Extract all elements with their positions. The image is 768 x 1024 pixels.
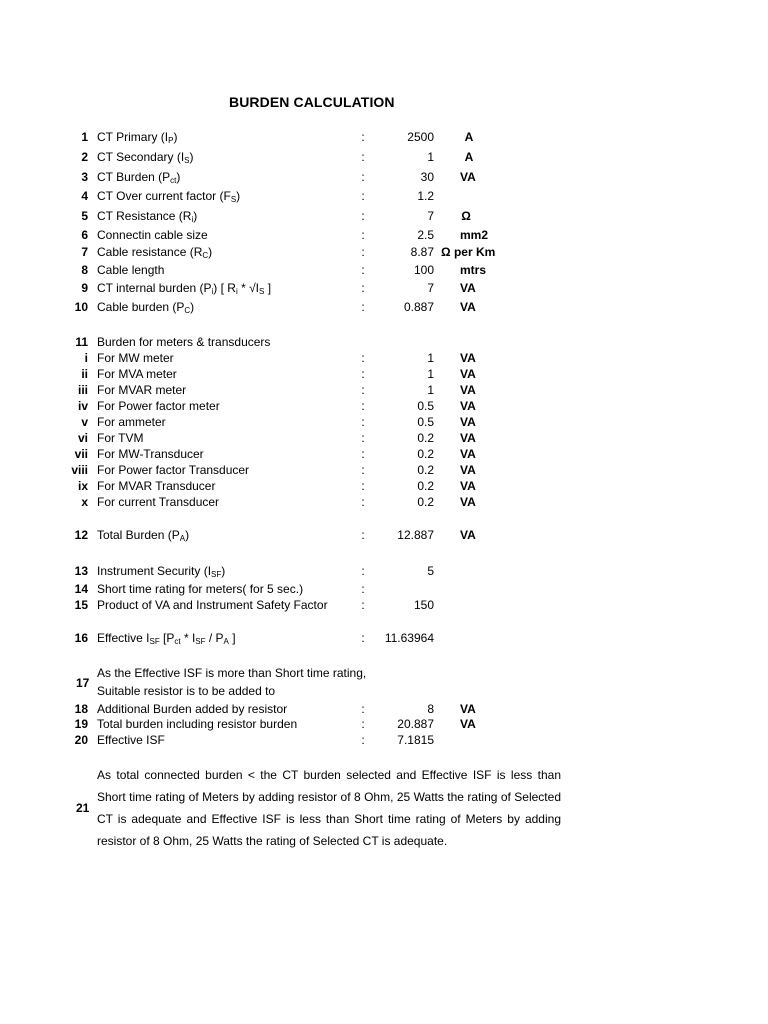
row-colon: : xyxy=(361,495,365,509)
row-value: 0.2 xyxy=(417,495,434,509)
row-value: 5 xyxy=(427,564,434,578)
row-number: 20 xyxy=(74,733,88,747)
row-unit: VA xyxy=(460,415,476,429)
row-colon: : xyxy=(361,383,365,397)
row-colon: : xyxy=(361,582,365,596)
page-title: BURDEN CALCULATION xyxy=(229,94,395,110)
row-label xyxy=(97,462,249,478)
row-value: 7.1815 xyxy=(397,733,434,747)
conclusion-number: 21 xyxy=(76,801,90,815)
label-subscript: SF xyxy=(211,570,222,579)
row-label xyxy=(97,478,215,494)
label-subscript: C xyxy=(202,251,209,260)
label-text: CT Resistance (R xyxy=(97,209,192,223)
table-row xyxy=(0,597,768,613)
table-row xyxy=(0,129,768,145)
label-subscript: ct xyxy=(170,176,177,185)
note-17-text: As the Effective ISF is more than Short time rating, Suitable resistor is to be added to xyxy=(97,666,367,698)
row-number: 15 xyxy=(74,598,88,612)
row-colon: : xyxy=(361,130,365,144)
row-unit: VA xyxy=(460,717,476,731)
table-row xyxy=(0,398,768,414)
row-value: 11.63964 xyxy=(384,631,434,645)
label-text: ) [ R xyxy=(213,281,236,295)
label-text: ) xyxy=(185,528,190,542)
row-label xyxy=(97,129,177,145)
row-label xyxy=(97,701,287,717)
row-colon: : xyxy=(361,463,365,477)
row-value: 0.887 xyxy=(403,300,434,314)
row-label xyxy=(97,382,186,398)
table-row xyxy=(0,462,768,478)
label-subscript: S xyxy=(230,195,237,204)
label-text: For Power factor meter xyxy=(97,399,220,413)
row-number: 8 xyxy=(81,263,88,277)
row-label xyxy=(97,398,220,414)
row-colon: : xyxy=(361,733,365,747)
row-label xyxy=(97,414,166,430)
row-value: 0.2 xyxy=(417,463,434,477)
label-subscript: SF xyxy=(149,637,160,646)
row-value: 0.2 xyxy=(417,431,434,445)
row-colon: : xyxy=(361,717,365,731)
row-unit: VA xyxy=(460,399,476,413)
row-label xyxy=(97,262,164,278)
row-number: viii xyxy=(71,463,88,477)
row-label xyxy=(97,334,270,350)
row-colon: : xyxy=(361,263,365,277)
row-number: 1 xyxy=(81,130,88,144)
table-row xyxy=(0,244,768,260)
row-number: v xyxy=(81,415,88,429)
row-label xyxy=(97,630,236,646)
table-row xyxy=(0,630,768,646)
label-subscript: i xyxy=(211,287,214,296)
row-number: i xyxy=(84,351,88,365)
row-label xyxy=(97,299,194,315)
conclusion-paragraph: As total connected burden < the CT burden selected and Effective ISF is less than Short time rating of Meters by adding resistor of 8 Ohm, 25 Watts the rating of Selected CT is adequate and Effective ISF is less than Short time rating of Meters by adding resistor of 8 Ohm, 25 Watts the rating of Selected CT is adequate. xyxy=(97,768,561,848)
table-row xyxy=(0,350,768,366)
label-text: ) xyxy=(189,150,194,164)
row-number: 11 xyxy=(75,335,88,349)
label-text: Total burden including resistor burden xyxy=(97,717,298,731)
label-subscript: C xyxy=(184,306,191,315)
row-value: 0.2 xyxy=(417,447,434,461)
row-unit: VA xyxy=(460,702,476,716)
row-colon: : xyxy=(361,702,365,716)
row-label xyxy=(97,366,177,382)
row-number: 12 xyxy=(74,528,88,542)
row-colon: : xyxy=(361,228,365,242)
label-subscript: A xyxy=(223,637,229,646)
row-unit: Ω per Km xyxy=(441,245,496,259)
label-text: Short time rating for meters( for 5 sec.) xyxy=(97,582,304,596)
row-unit: Ω xyxy=(461,209,471,223)
row-value: 12.887 xyxy=(397,528,434,542)
row-unit: VA xyxy=(460,281,476,295)
table-row xyxy=(0,280,768,296)
row-colon: : xyxy=(361,351,365,365)
table-row xyxy=(0,527,768,543)
row-colon: : xyxy=(361,431,365,445)
row-number: 3 xyxy=(81,170,88,184)
row-unit: VA xyxy=(460,170,476,184)
row-value: 20.887 xyxy=(397,717,434,731)
row-number: 10 xyxy=(74,300,88,314)
label-text: Cable length xyxy=(97,263,165,277)
row-unit: VA xyxy=(460,479,476,493)
label-subscript: P xyxy=(168,136,174,145)
row-label xyxy=(97,149,194,165)
row-value: 1 xyxy=(427,383,434,397)
label-text: For MVAR Transducer xyxy=(97,479,216,493)
label-subscript: A xyxy=(179,534,186,543)
row-colon: : xyxy=(361,447,365,461)
row-colon: : xyxy=(361,631,365,645)
table-row xyxy=(0,581,768,597)
table-row xyxy=(0,563,768,579)
table-row xyxy=(0,701,768,717)
row-value: 7 xyxy=(427,281,434,295)
row-number: ix xyxy=(77,479,88,493)
row-colon: : xyxy=(361,281,365,295)
row-value: 0.2 xyxy=(417,479,434,493)
row-unit: VA xyxy=(460,383,476,397)
row-colon: : xyxy=(361,415,365,429)
table-row xyxy=(0,478,768,494)
label-text: ) xyxy=(190,300,195,314)
row-unit: A xyxy=(464,130,474,144)
label-text: For ammeter xyxy=(97,415,166,429)
row-number: 9 xyxy=(81,281,88,295)
row-value: 2500 xyxy=(407,130,434,144)
label-text: Instrument Security (I xyxy=(97,564,212,578)
label-text: CT Over current factor (F xyxy=(97,189,231,203)
row-colon: : xyxy=(361,209,365,223)
table-row xyxy=(0,430,768,446)
row-number: 7 xyxy=(81,245,88,259)
row-colon: : xyxy=(361,150,365,164)
row-value: 1 xyxy=(427,367,434,381)
table-row xyxy=(0,227,768,243)
row-value: 30 xyxy=(420,170,434,184)
label-text: CT Burden (P xyxy=(97,170,171,184)
table-row xyxy=(0,262,768,278)
label-text: ) xyxy=(176,170,181,184)
row-label xyxy=(97,581,303,597)
row-unit: VA xyxy=(460,463,476,477)
label-text: ) xyxy=(208,245,213,259)
label-text: Additional Burden added by resistor xyxy=(97,702,288,716)
table-row xyxy=(0,716,768,732)
row-unit: VA xyxy=(460,528,476,542)
row-colon: : xyxy=(361,245,365,259)
label-subscript: ct xyxy=(174,637,181,646)
table-row xyxy=(0,366,768,382)
label-text: ] xyxy=(264,281,272,295)
row-number: 2 xyxy=(81,150,88,164)
row-colon: : xyxy=(361,479,365,493)
row-number: iv xyxy=(77,399,88,413)
label-text: For MVAR meter xyxy=(97,383,187,397)
table-row xyxy=(0,446,768,462)
label-text: ) xyxy=(173,130,178,144)
row-value: 1 xyxy=(427,351,434,365)
row-value: 0.5 xyxy=(417,415,434,429)
row-label xyxy=(97,716,297,732)
row-value: 1 xyxy=(427,150,434,164)
label-text: / P xyxy=(205,631,224,645)
label-text: For Power factor Transducer xyxy=(97,463,250,477)
row-label xyxy=(97,527,189,543)
row-number: iii xyxy=(77,383,88,397)
label-text: CT Secondary (I xyxy=(97,150,185,164)
row-label xyxy=(97,430,143,446)
label-text: For TVM xyxy=(97,431,144,445)
row-number: vii xyxy=(74,447,88,461)
label-text: Cable resistance (R xyxy=(97,245,203,259)
row-value: 7 xyxy=(427,209,434,223)
label-text: For current Transducer xyxy=(97,495,220,509)
row-unit: VA xyxy=(460,351,476,365)
label-subscript: S xyxy=(184,156,190,165)
row-number: 4 xyxy=(81,189,88,203)
label-subscript: i xyxy=(235,287,238,296)
table-row xyxy=(0,299,768,315)
row-number: 6 xyxy=(81,228,88,242)
row-colon: : xyxy=(361,564,365,578)
label-text: CT internal burden (P xyxy=(97,281,212,295)
row-label xyxy=(97,350,174,366)
note-17-number: 17 xyxy=(76,676,90,690)
table-row xyxy=(0,334,768,350)
row-unit: mm2 xyxy=(460,228,489,242)
label-text: For MVA meter xyxy=(97,367,177,381)
table-row xyxy=(0,382,768,398)
row-unit: VA xyxy=(460,300,476,314)
row-label xyxy=(97,597,328,613)
row-colon: : xyxy=(361,598,365,612)
table-row xyxy=(0,414,768,430)
row-number: 18 xyxy=(74,702,88,716)
label-text: [P xyxy=(159,631,175,645)
row-colon: : xyxy=(361,170,365,184)
label-subscript: SF xyxy=(195,637,206,646)
label-text: ) xyxy=(236,189,241,203)
row-label xyxy=(97,227,208,243)
label-subscript: i xyxy=(191,215,194,224)
row-value: 8 xyxy=(427,702,434,716)
table-row xyxy=(0,188,768,204)
row-colon: : xyxy=(361,528,365,542)
row-colon: : xyxy=(361,300,365,314)
label-text: ] xyxy=(228,631,236,645)
label-text: Effective I xyxy=(97,631,150,645)
table-row xyxy=(0,169,768,185)
label-text: ) xyxy=(221,564,226,578)
label-text: For MW meter xyxy=(97,351,174,365)
label-text: Cable burden (P xyxy=(97,300,185,314)
row-colon: : xyxy=(361,399,365,413)
row-label xyxy=(97,446,204,462)
label-text: Connectin cable size xyxy=(97,228,208,242)
label-text: Effective ISF xyxy=(97,733,165,747)
row-unit: VA xyxy=(460,447,476,461)
label-text: Burden for meters & transducers xyxy=(97,335,271,349)
label-text: * √I xyxy=(237,281,260,295)
label-subscript: S xyxy=(259,287,265,296)
table-row xyxy=(0,208,768,224)
row-value: 8.87 xyxy=(410,245,434,259)
row-number: 14 xyxy=(74,582,88,596)
row-label xyxy=(97,208,197,224)
row-value: 2.5 xyxy=(417,228,434,242)
row-number: vi xyxy=(77,431,88,445)
row-unit: A xyxy=(464,150,474,164)
row-label xyxy=(97,244,212,260)
row-value: 1.2 xyxy=(417,189,434,203)
row-value: 150 xyxy=(413,598,434,612)
label-text: Total Burden (P xyxy=(97,528,180,542)
row-unit: VA xyxy=(460,495,476,509)
table-row xyxy=(0,494,768,510)
row-unit: VA xyxy=(460,431,476,445)
row-colon: : xyxy=(361,189,365,203)
row-label xyxy=(97,563,225,579)
row-label xyxy=(97,732,165,748)
row-value: 100 xyxy=(413,263,434,277)
label-text: Product of VA and Instrument Safety Factor xyxy=(97,598,328,612)
table-row xyxy=(0,149,768,165)
label-text: For MW-Transducer xyxy=(97,447,204,461)
row-label xyxy=(97,494,219,510)
row-value: 0.5 xyxy=(417,399,434,413)
row-number: x xyxy=(81,495,88,509)
row-label xyxy=(97,280,271,296)
label-text: CT Primary (I xyxy=(97,130,169,144)
row-colon: : xyxy=(361,367,365,381)
row-number: ii xyxy=(81,367,88,381)
row-unit: VA xyxy=(460,367,476,381)
table-row xyxy=(0,732,768,748)
row-label xyxy=(97,169,180,185)
label-text: * I xyxy=(180,631,196,645)
row-label xyxy=(97,188,240,204)
row-unit: mtrs xyxy=(460,263,487,277)
row-number: 19 xyxy=(74,717,88,731)
row-number: 13 xyxy=(74,564,88,578)
label-text: ) xyxy=(193,209,198,223)
row-number: 5 xyxy=(81,209,88,223)
row-number: 16 xyxy=(74,631,88,645)
